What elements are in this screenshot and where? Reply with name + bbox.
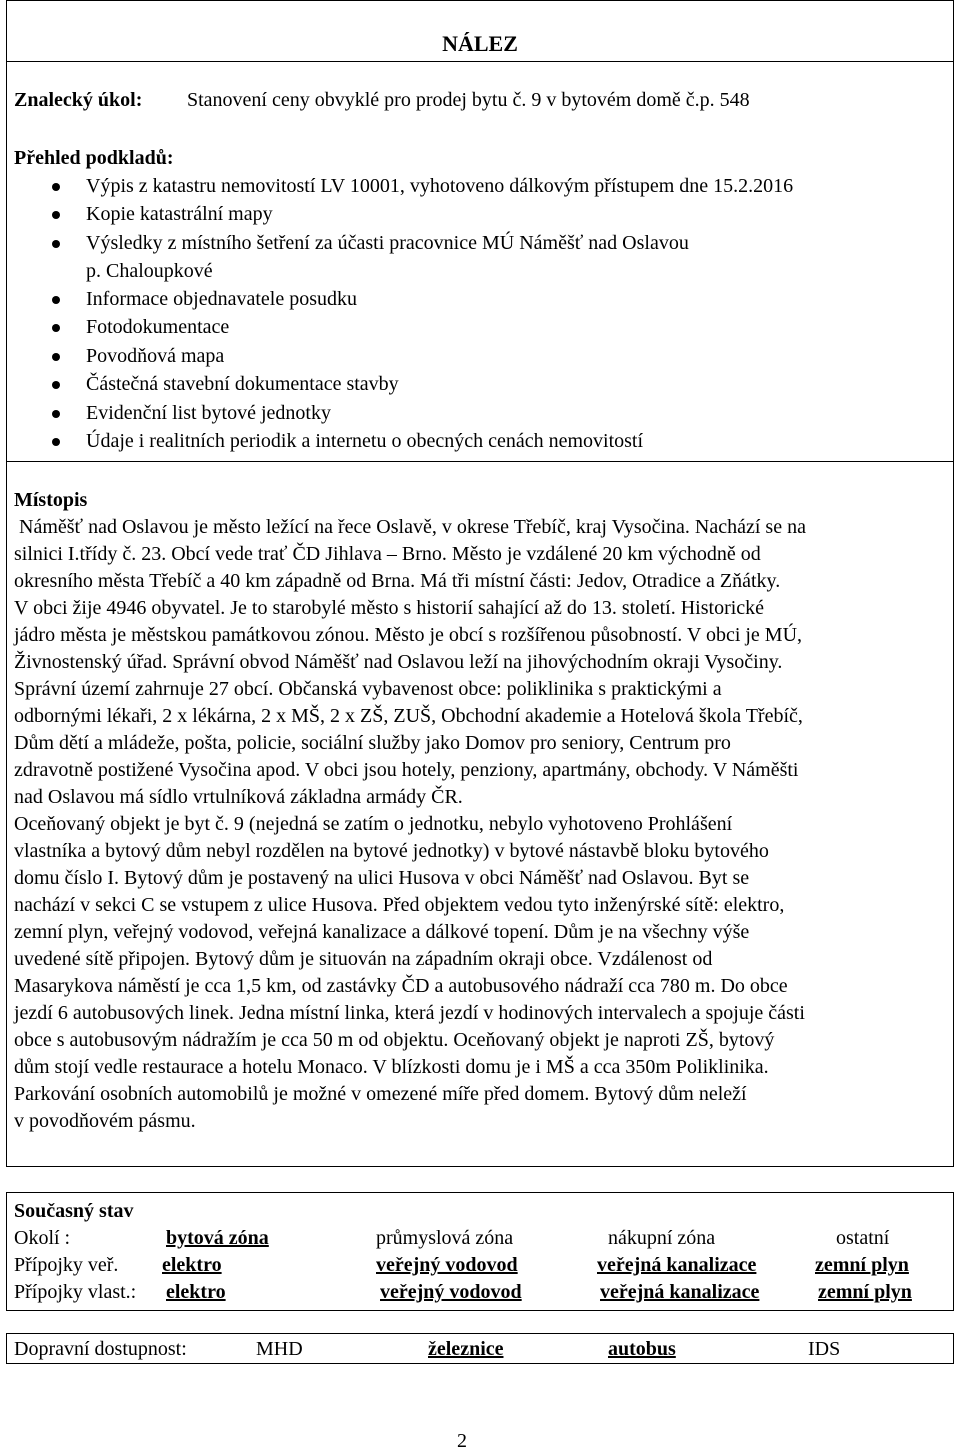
bullet-icon bbox=[52, 438, 60, 446]
location-line: silnici I.třídy č. 23. Obcí vede trať ČD Jihlava – Brno. Město je vzdálené 20 km východně od bbox=[14, 543, 761, 565]
overview-title: Přehled podkladů: bbox=[14, 147, 174, 169]
page-title: NÁLEZ bbox=[442, 31, 518, 56]
transport-value: MHD bbox=[256, 1338, 303, 1360]
overview-item: Evidenční list bytové jednotky bbox=[86, 402, 331, 424]
private-connections-label: Přípojky vlast.: bbox=[14, 1281, 137, 1303]
overview-item: Informace objednavatele posudku bbox=[86, 288, 358, 310]
surroundings-label: Okolí : bbox=[14, 1227, 71, 1249]
surroundings-value: nákupní zóna bbox=[608, 1227, 716, 1249]
bullet-icon bbox=[52, 211, 60, 219]
location-line: Masarykova náměstí je cca 1,5 km, od zastávky ČD a autobusového nádraží cca 780 m. Do obce bbox=[14, 975, 788, 997]
bullet-icon bbox=[52, 381, 60, 389]
transport-value: autobus bbox=[608, 1338, 676, 1360]
bullet-icon bbox=[52, 410, 60, 418]
location-line: Náměšť nad Oslavou je město ležící na řece Oslavě, v okrese Třebíč, kraj Vysočina. Nachází se na bbox=[14, 516, 806, 538]
location-line: domu číslo I. Bytový dům je postavený na ulici Husova v obci Náměšť nad Oslavou. Byt se bbox=[14, 867, 750, 889]
location-line: uvedené sítě připojen. Bytový dům je situován na západním okraji obce. Vzdálenost od bbox=[14, 948, 713, 970]
overview-item: Kopie katastrální mapy bbox=[86, 203, 273, 225]
task-label: Znalecký úkol: bbox=[14, 89, 143, 111]
overview-item-continuation: p. Chaloupkové bbox=[86, 260, 213, 282]
location-line: okresního města Třebíč a 40 km západně od Brna. Má tři místní části: Jedov, Otradice a Zňátky. bbox=[14, 570, 781, 592]
bullet-icon bbox=[52, 353, 60, 361]
public-connection-value: elektro bbox=[162, 1254, 222, 1276]
overview-item: Výsledky z místního šetření za účasti pracovnice MÚ Náměšť nad Oslavou bbox=[86, 232, 689, 254]
location-line: Oceňovaný objekt je byt č. 9 (nejedná se zatím o jednotku, nebylo vyhotoveno Prohlášení bbox=[14, 813, 733, 835]
location-line: jádro města je městskou památkovou zónou. Město je obcí s rozšířenou působností. V obci je MÚ, bbox=[14, 624, 803, 646]
location-line: v povodňovém pásmu. bbox=[14, 1110, 196, 1132]
bullet-icon bbox=[52, 240, 60, 248]
overview-item: Povodňová mapa bbox=[86, 345, 225, 367]
surroundings-value: ostatní bbox=[836, 1227, 890, 1249]
location-line: Parkování osobních automobilů je možné v omezené míře před domem. Bytový dům neleží bbox=[14, 1083, 747, 1105]
private-connection-value: zemní plyn bbox=[818, 1281, 912, 1303]
private-connection-value: veřejný vodovod bbox=[380, 1281, 522, 1303]
location-line: vlastníka a bytový dům nebyl rozdělen na bytové jednotky) v bytové nástavbě bloku bytového bbox=[14, 840, 769, 862]
location-line: Dům dětí a mládeže, pošta, policie, sociální služby jako Domov pro seniory, Centrum pro bbox=[14, 732, 731, 754]
location-line: zdravotně postižené Vysočina apod. V obci jsou hotely, penziony, apartmány, obchody. V Náměšti bbox=[14, 759, 799, 781]
location-line: obce s autobusovým nádražím je cca 50 m od objektu. Oceňovaný objekt je naproti ZŠ, bytový bbox=[14, 1029, 775, 1051]
location-line: V obci žije 4946 obyvatel. Je to starobylé město s historií sahající až do 13. století. Historické bbox=[14, 597, 765, 619]
page-number: 2 bbox=[457, 1430, 467, 1452]
transport-label: Dopravní dostupnost: bbox=[14, 1338, 187, 1360]
transport-value: železnice bbox=[428, 1338, 504, 1360]
overview-item: Výpis z katastru nemovitostí LV 10001, vyhotoveno dálkovým přístupem dne 15.2.2016 bbox=[86, 175, 794, 197]
public-connections-label: Přípojky veř. bbox=[14, 1254, 119, 1276]
surroundings-value: bytová zóna bbox=[166, 1227, 269, 1249]
public-connection-value: zemní plyn bbox=[815, 1254, 909, 1276]
bullet-icon bbox=[52, 183, 60, 191]
location-line: Živnostenský úřad. Správní obvod Náměšť nad Oslavou leží na jihovýchodním okraji Vysočiny. bbox=[14, 651, 783, 673]
public-connection-value: veřejná kanalizace bbox=[597, 1254, 757, 1276]
overview-item: Částečná stavební dokumentace stavby bbox=[86, 373, 399, 395]
location-line: odbornými lékaři, 2 x lékárna, 2 x MŠ, 2 x ZŠ, ZUŠ, Obchodní akademie a Hotelová škola Třebíč, bbox=[14, 705, 803, 727]
location-text bbox=[14, 514, 954, 1135]
location-line: jezdí 6 autobusových linek. Jedna místní linka, která jezdí v hodinových intervalech a spojuje části bbox=[14, 1002, 805, 1024]
location-line: nachází v sekci C se vstupem z ulice Husova. Před objektem vedou tyto inženýrské sítě: elektro, bbox=[14, 894, 785, 916]
public-connection-value: veřejný vodovod bbox=[376, 1254, 518, 1276]
current-state-title: Současný stav bbox=[14, 1200, 134, 1222]
location-line: Správní území zahrnuje 27 obcí. Občanská vybavenost obce: poliklinika s praktickými a bbox=[14, 678, 722, 700]
location-line: zemní plyn, veřejný vodovod, veřejná kanalizace a dálkové topení. Dům je na všechny výše bbox=[14, 921, 750, 943]
task-text: Stanovení ceny obvyklé pro prodej bytu č. 9 v bytovém domě č.p. 548 bbox=[187, 89, 750, 111]
location-line: nad Oslavou má sídlo vrtulníková základna armády ČR. bbox=[14, 786, 463, 808]
private-connection-value: elektro bbox=[166, 1281, 226, 1303]
private-connection-value: veřejná kanalizace bbox=[600, 1281, 760, 1303]
transport-value: IDS bbox=[808, 1338, 841, 1360]
surroundings-value: průmyslová zóna bbox=[376, 1227, 514, 1249]
bullet-icon bbox=[52, 296, 60, 304]
overview-item: Údaje i realitních periodik a internetu o obecných cenách nemovitostí bbox=[86, 430, 644, 452]
overview-item: Fotodokumentace bbox=[86, 316, 230, 338]
bullet-icon bbox=[52, 324, 60, 332]
location-title: Místopis bbox=[14, 489, 88, 511]
location-line: dům stojí vedle restaurace a hotelu Monaco. V blízkosti domu je i MŠ a cca 350m Poliklinika. bbox=[14, 1056, 769, 1078]
